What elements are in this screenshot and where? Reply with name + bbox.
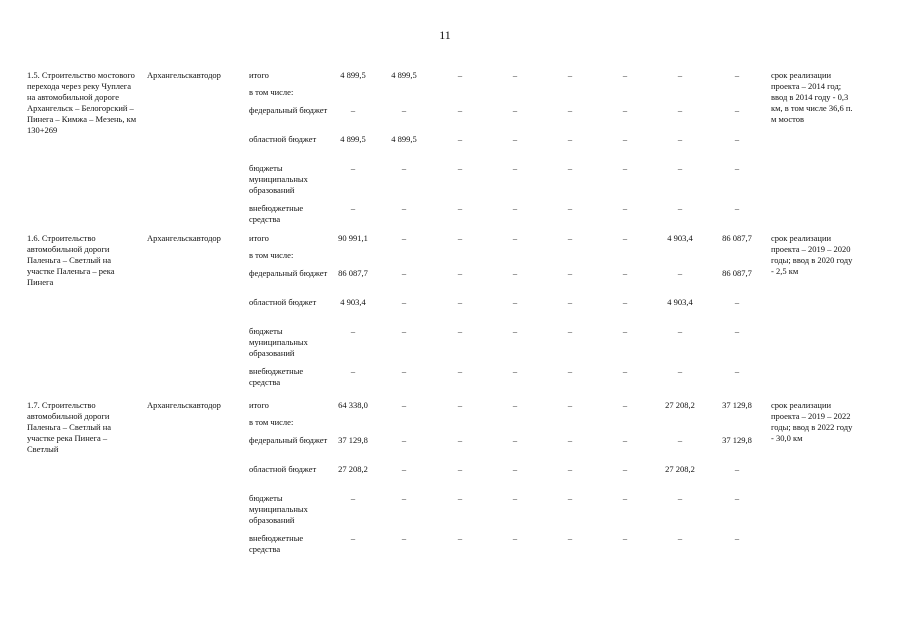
amount-cell: 4 903,4 xyxy=(340,297,366,307)
funding-source: областной бюджет xyxy=(249,464,317,474)
amount-cell: – xyxy=(457,268,463,278)
amount-cell: – xyxy=(567,400,573,410)
amount-cell: – xyxy=(401,464,407,474)
amount-cell: 86 087,7 xyxy=(722,268,752,278)
funding-source: бюджеты муниципальных образований xyxy=(249,163,308,195)
amount-cell: – xyxy=(677,203,683,213)
funding-source: федеральный бюджет xyxy=(249,268,328,278)
amount-cell: – xyxy=(512,435,518,445)
funding-source: в том числе: xyxy=(249,250,294,260)
amount-cell: – xyxy=(677,366,683,376)
amount-cell: – xyxy=(622,366,628,376)
amount-cell: – xyxy=(567,163,573,173)
funding-source: федеральный бюджет xyxy=(249,435,328,445)
amount-cell: – xyxy=(677,435,683,445)
amount-cell: – xyxy=(567,203,573,213)
amount-cell: – xyxy=(350,326,356,336)
amount-cell: – xyxy=(622,533,628,543)
amount-cell: – xyxy=(512,163,518,173)
amount-cell: – xyxy=(622,203,628,213)
amount-cell: – xyxy=(457,326,463,336)
amount-cell: – xyxy=(401,203,407,213)
amount-cell: – xyxy=(567,70,573,80)
amount-cell: – xyxy=(512,134,518,144)
amount-cell: – xyxy=(512,326,518,336)
project-note: срок реализации проекта – 2019 – 2022 годы; ввод в 2022 году - 30,0 км xyxy=(771,400,853,443)
project-organization: Архангельскавтодор xyxy=(147,233,221,243)
amount-cell: 4 903,4 xyxy=(667,297,693,307)
funding-source: внебюджетные средства xyxy=(249,533,304,554)
amount-cell: 64 338,0 xyxy=(338,400,368,410)
amount-cell: – xyxy=(677,163,683,173)
amount-cell: 86 087,7 xyxy=(722,233,752,243)
amount-cell: – xyxy=(567,134,573,144)
amount-cell: – xyxy=(457,163,463,173)
amount-cell: – xyxy=(567,105,573,115)
amount-cell: – xyxy=(457,400,463,410)
amount-cell: – xyxy=(512,366,518,376)
amount-cell: – xyxy=(567,464,573,474)
project-note: срок реализации проекта – 2014 год; ввод в 2014 году - 0,3 км, в том числе 36,6 п. м мостов xyxy=(771,70,853,124)
amount-cell: – xyxy=(677,533,683,543)
amount-cell: – xyxy=(401,326,407,336)
amount-cell: 4 903,4 xyxy=(667,233,693,243)
amount-cell: – xyxy=(622,435,628,445)
project-name: 1.7. Строительство автомобильной дороги Паленьга – Светлый на участке река Пинега – Светлый xyxy=(27,400,112,454)
amount-cell: – xyxy=(677,493,683,503)
amount-cell: – xyxy=(567,493,573,503)
amount-cell: – xyxy=(734,366,740,376)
amount-cell: 4 899,5 xyxy=(340,70,366,80)
funding-source: итого xyxy=(249,70,269,80)
amount-cell: – xyxy=(734,105,740,115)
amount-cell: 37 129,8 xyxy=(338,435,368,445)
amount-cell: – xyxy=(734,326,740,336)
amount-cell: – xyxy=(622,233,628,243)
page-number: 11 xyxy=(439,28,451,42)
amount-cell: – xyxy=(457,366,463,376)
amount-cell: – xyxy=(512,105,518,115)
amount-cell: – xyxy=(401,435,407,445)
amount-cell: – xyxy=(457,435,463,445)
amount-cell: – xyxy=(457,464,463,474)
amount-cell: – xyxy=(677,326,683,336)
amount-cell: 27 208,2 xyxy=(338,464,368,474)
amount-cell: – xyxy=(457,70,463,80)
amount-cell: – xyxy=(350,163,356,173)
amount-cell: – xyxy=(734,493,740,503)
amount-cell: – xyxy=(350,203,356,213)
amount-cell: – xyxy=(457,233,463,243)
funding-source: в том числе: xyxy=(249,417,294,427)
amount-cell: – xyxy=(457,134,463,144)
amount-cell: – xyxy=(622,134,628,144)
amount-cell: 90 991,1 xyxy=(338,233,368,243)
amount-cell: – xyxy=(350,493,356,503)
amount-cell: – xyxy=(512,533,518,543)
amount-cell: – xyxy=(734,134,740,144)
amount-cell: – xyxy=(401,533,407,543)
amount-cell: – xyxy=(677,268,683,278)
funding-source: федеральный бюджет xyxy=(249,105,328,115)
amount-cell: 4 899,5 xyxy=(391,70,417,80)
amount-cell: – xyxy=(567,233,573,243)
amount-cell: – xyxy=(567,297,573,307)
project-name: 1.6. Строительство автомобильной дороги Паленьга – Светлый на участке Паленьга – река Пинега xyxy=(27,233,115,287)
amount-cell: – xyxy=(350,105,356,115)
amount-cell: – xyxy=(401,297,407,307)
amount-cell: – xyxy=(622,163,628,173)
amount-cell: – xyxy=(512,203,518,213)
funding-source: итого xyxy=(249,233,269,243)
amount-cell: – xyxy=(401,105,407,115)
amount-cell: – xyxy=(512,297,518,307)
amount-cell: – xyxy=(401,400,407,410)
funding-source: бюджеты муниципальных образований xyxy=(249,493,308,525)
funding-source: внебюджетные средства xyxy=(249,366,304,387)
amount-cell: – xyxy=(457,533,463,543)
amount-cell: – xyxy=(622,464,628,474)
amount-cell: – xyxy=(457,105,463,115)
amount-cell: – xyxy=(622,297,628,307)
amount-cell: – xyxy=(734,533,740,543)
amount-cell: 4 899,5 xyxy=(391,134,417,144)
amount-cell: – xyxy=(457,493,463,503)
amount-cell: – xyxy=(457,203,463,213)
amount-cell: – xyxy=(677,70,683,80)
amount-cell: – xyxy=(512,493,518,503)
amount-cell: – xyxy=(677,105,683,115)
amount-cell: – xyxy=(350,533,356,543)
amount-cell: – xyxy=(734,163,740,173)
funding-source: областной бюджет xyxy=(249,134,317,144)
amount-cell: – xyxy=(622,326,628,336)
amount-cell: – xyxy=(401,268,407,278)
amount-cell: 37 129,8 xyxy=(722,435,752,445)
funding-source: итого xyxy=(249,400,269,410)
amount-cell: – xyxy=(622,400,628,410)
amount-cell: – xyxy=(512,400,518,410)
amount-cell: – xyxy=(622,70,628,80)
project-note: срок реализации проекта – 2019 – 2020 годы; ввод в 2020 году - 2,5 км xyxy=(771,233,853,276)
project-organization: Архангельскавтодор xyxy=(147,70,221,80)
amount-cell: – xyxy=(567,533,573,543)
amount-cell: – xyxy=(512,268,518,278)
amount-cell: – xyxy=(512,233,518,243)
amount-cell: – xyxy=(734,203,740,213)
amount-cell: – xyxy=(622,268,628,278)
amount-cell: – xyxy=(401,163,407,173)
amount-cell: – xyxy=(567,435,573,445)
amount-cell: 27 208,2 xyxy=(665,464,695,474)
amount-cell: – xyxy=(401,366,407,376)
project-organization: Архангельскавтодор xyxy=(147,400,221,410)
amount-cell: – xyxy=(734,70,740,80)
amount-cell: 37 129,8 xyxy=(722,400,752,410)
amount-cell: – xyxy=(401,493,407,503)
amount-cell: 27 208,2 xyxy=(665,400,695,410)
amount-cell: – xyxy=(622,105,628,115)
amount-cell: – xyxy=(677,134,683,144)
amount-cell: – xyxy=(734,464,740,474)
funding-source: областной бюджет xyxy=(249,297,317,307)
amount-cell: – xyxy=(622,493,628,503)
amount-cell: – xyxy=(350,366,356,376)
project-name: 1.5. Строительство мостового перехода через реку Чуплега на автомобильной дороге Архангельск – Белогорский – Пинега – Кимжа – Мезень, км 130+269 xyxy=(27,70,137,135)
amount-cell: – xyxy=(734,297,740,307)
amount-cell: 86 087,7 xyxy=(338,268,368,278)
funding-source: внебюджетные средства xyxy=(249,203,304,224)
amount-cell: – xyxy=(401,233,407,243)
amount-cell: – xyxy=(567,366,573,376)
amount-cell: – xyxy=(512,464,518,474)
amount-cell: – xyxy=(567,326,573,336)
funding-source: бюджеты муниципальных образований xyxy=(249,326,308,358)
amount-cell: – xyxy=(457,297,463,307)
amount-cell: – xyxy=(512,70,518,80)
funding-source: в том числе: xyxy=(249,87,294,97)
amount-cell: – xyxy=(567,268,573,278)
amount-cell: 4 899,5 xyxy=(340,134,366,144)
